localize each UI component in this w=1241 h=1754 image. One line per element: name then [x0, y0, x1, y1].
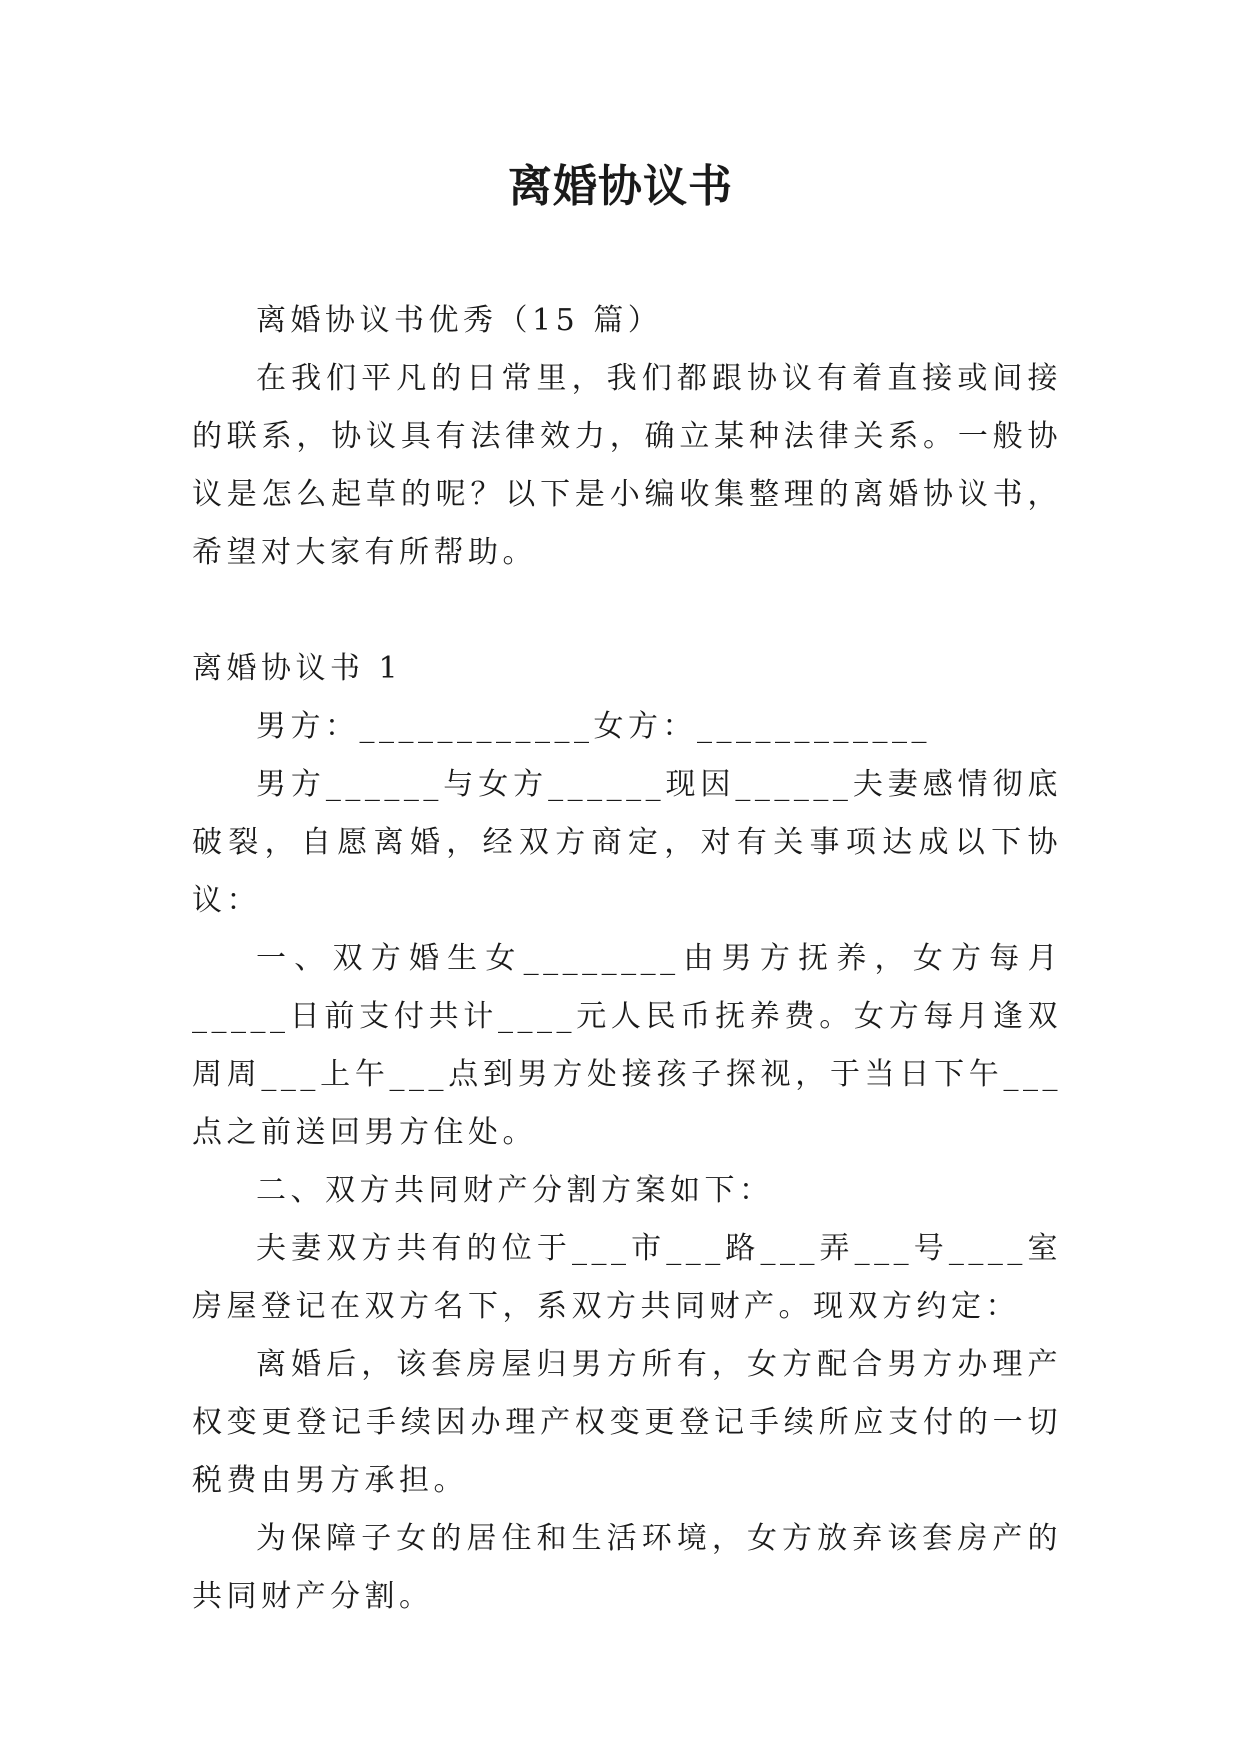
intro-paragraph: 在我们平凡的日常里，我们都跟协议有着直接或间接的联系，协议具有法律效力，确立某种法律关系。一般协议是怎么起草的呢？以下是小编收集整理的离婚协议书，希望对大家有所帮助。	[192, 361, 1062, 570]
waiver-paragraph: 为保障子女的居住和生活环境，女方放弃该套房产的共同财产分割。	[192, 1521, 1062, 1614]
house-ownership-paragraph: 离婚后，该套房屋归男方所有，女方配合男方办理产权变更登记手续因办理产权变更登记手续所应支付的一切税费由男方承担。	[192, 1347, 1062, 1498]
property-heading: 二、双方共同财产分割方案如下：	[256, 1173, 774, 1208]
custody-paragraph: 一、双方婚生女________由男方抚养，女方每月_____日前支付共计____元人民币抚养费。女方每月逢双周周___上午___点到男方处接孩子探视，于当日下午___点之前送回男方住处。	[192, 941, 1062, 1150]
document-body	[192, 292, 1062, 1626]
document-subtitle: 离婚协议书优秀（15 篇）	[256, 303, 663, 338]
document-title: 离婚协议书	[508, 161, 733, 212]
section-title: 离婚协议书 1	[192, 651, 403, 686]
agreement-paragraph: 男方______与女方______现因______夫妻感情彻底破裂，自愿离婚，经双方商定，对有关事项达成以下协议：	[192, 767, 1062, 918]
property-paragraph: 夫妻双方共有的位于___市___路___弄___号____室房屋登记在双方名下，系双方共同财产。现双方约定：	[192, 1231, 1062, 1324]
parties-line: 男方：____________女方：____________	[256, 709, 931, 744]
